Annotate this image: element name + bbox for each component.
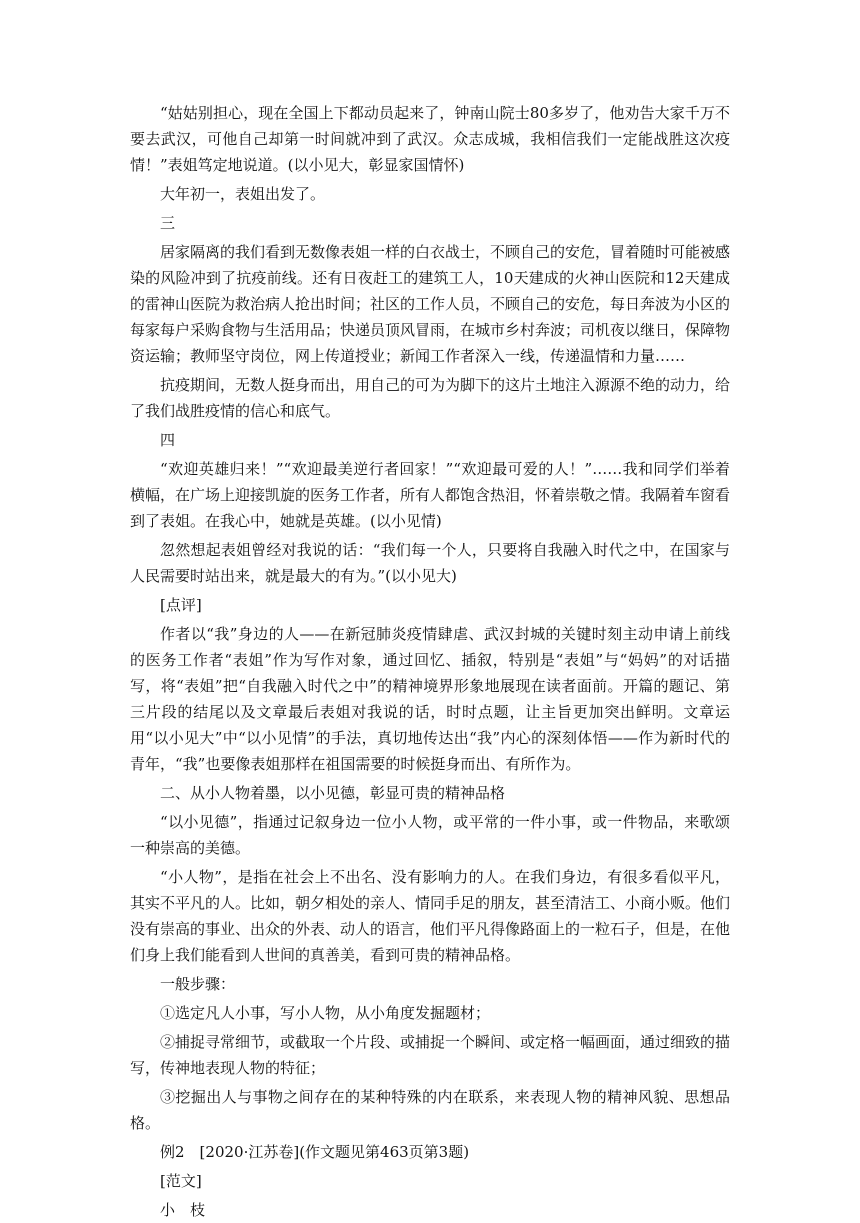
- paragraph-pandemic: 抗疫期间，无数人挺身而出，用自己的可为为脚下的这片土地注入源源不绝的动力，给了我们战胜疫情的信心和底气。: [130, 376, 731, 420]
- paragraph-definition: “以小见德”，指通过记叙身边一位小人物，或平常的一件小事，或一件物品，来歌颂一种崇高的美德。: [130, 813, 730, 857]
- example-heading: 例2 [2020·江苏卷](作文题见第463页第3题): [160, 1143, 470, 1161]
- step-two: ②捕捉寻常细节，或截取一个片段、或捕捉一个瞬间、或定格一幅画面，通过细致的描写，传神地表现人物的特征；: [130, 1033, 731, 1077]
- paragraph-recall: 忽然想起表姐曾经对我说的话：“我们每一个人，只要将自我融入时代之中，在国家与人民需要时站出来，就是最大的有为。”(以小见大): [130, 541, 730, 585]
- essay-title: 小 枝: [160, 1201, 206, 1219]
- section-number-three: 三: [160, 214, 176, 232]
- paragraph-dialogue-cousin: “姑姑别担心，现在全国上下都动员起来了，钟南山院士80多岁了，他劝告大家千万不要去武汉，可他自己却第一时间就冲到了武汉。众志成城，我相信我们一定能战胜这次疫情！”表姐笃定地说道。(以小见大，彰显家国情怀): [130, 104, 730, 174]
- paragraph-small-people: “小人物”，是指在社会上不出名、没有影响力的人。在我们身边，有很多看似平凡，其实不平凡的人。比如，朝夕相处的亲人、情同手足的朋友，甚至清洁工、小商小贩。他们没有崇高的事业、出众的外表、动人的语言，他们平凡得像路面上的一粒石子，但是，在他们身上我们能看到人世间的真善美，看到可贵的精神品格。: [130, 868, 731, 964]
- step-one: ①选定凡人小事，写小人物，从小角度发掘题材；: [160, 1004, 491, 1022]
- document-body: [130, 100, 730, 1223]
- steps-heading: 一般步骤：: [160, 975, 236, 993]
- paragraph-quarantine: 居家隔离的我们看到无数像表姐一样的白衣战士，不顾自己的安危，冒着随时可能被感染的风险冲到了抗疫前线。还有日夜赶工的建筑工人，10天建成的火神山医院和12天建成的雷神山医院为救治病人抢出时间；社区的工作人员，不顾自己的安危，每日奔波为小区的每家每户采购食物与生活用品；快递员顶风冒雨，在城市乡村奔波；司机夜以继日，保障物资运输；教师坚守岗位，网上传道授业；新闻工作者深入一线，传递温情和力量……: [130, 243, 731, 365]
- section-heading-two: 二、从小人物着墨，以小见德，彰显可贵的精神品格: [160, 784, 506, 802]
- paragraph-welcome: “欢迎英雄归来！”“欢迎最美逆行者回家！”“欢迎最可爱的人！”……我和同学们举着横幅，在广场上迎接凯旋的医务工作者，所有人都饱含热泪，怀着崇敬之情。我隔着车窗看到了表姐。在我心中，她就是英雄。(以小见情): [130, 460, 731, 530]
- paragraph-departure: 大年初一，表姐出发了。: [160, 185, 326, 203]
- step-three: ③挖掘出人与事物之间存在的某种特殊的内在联系，来表现人物的精神风貌、思想品格。: [130, 1088, 730, 1132]
- comment-heading: [点评]: [160, 596, 202, 614]
- model-essay-heading: [范文]: [160, 1172, 202, 1190]
- paragraph-comment: 作者以“我”身边的人——在新冠肺炎疫情肆虐、武汉封城的关键时刻主动申请上前线的医务工作者“表姐”作为写作对象，通过回忆、插叙，特别是“表姐”与“妈妈”的对话描写，将“表姐”把“自我融入时代之中”的精神境界形象地展现在读者面前。开篇的题记、第三片段的结尾以及文章最后表姐对我说的话，时时点题，让主旨更加突出鲜明。文章运用“以小见大”中“以小见情”的手法，真切地传达出“我”内心的深刻体悟——作为新时代的青年，“我”也要像表姐那样在祖国需要的时候挺身而出、有所作为。: [130, 625, 730, 773]
- section-number-four: 四: [160, 431, 176, 449]
